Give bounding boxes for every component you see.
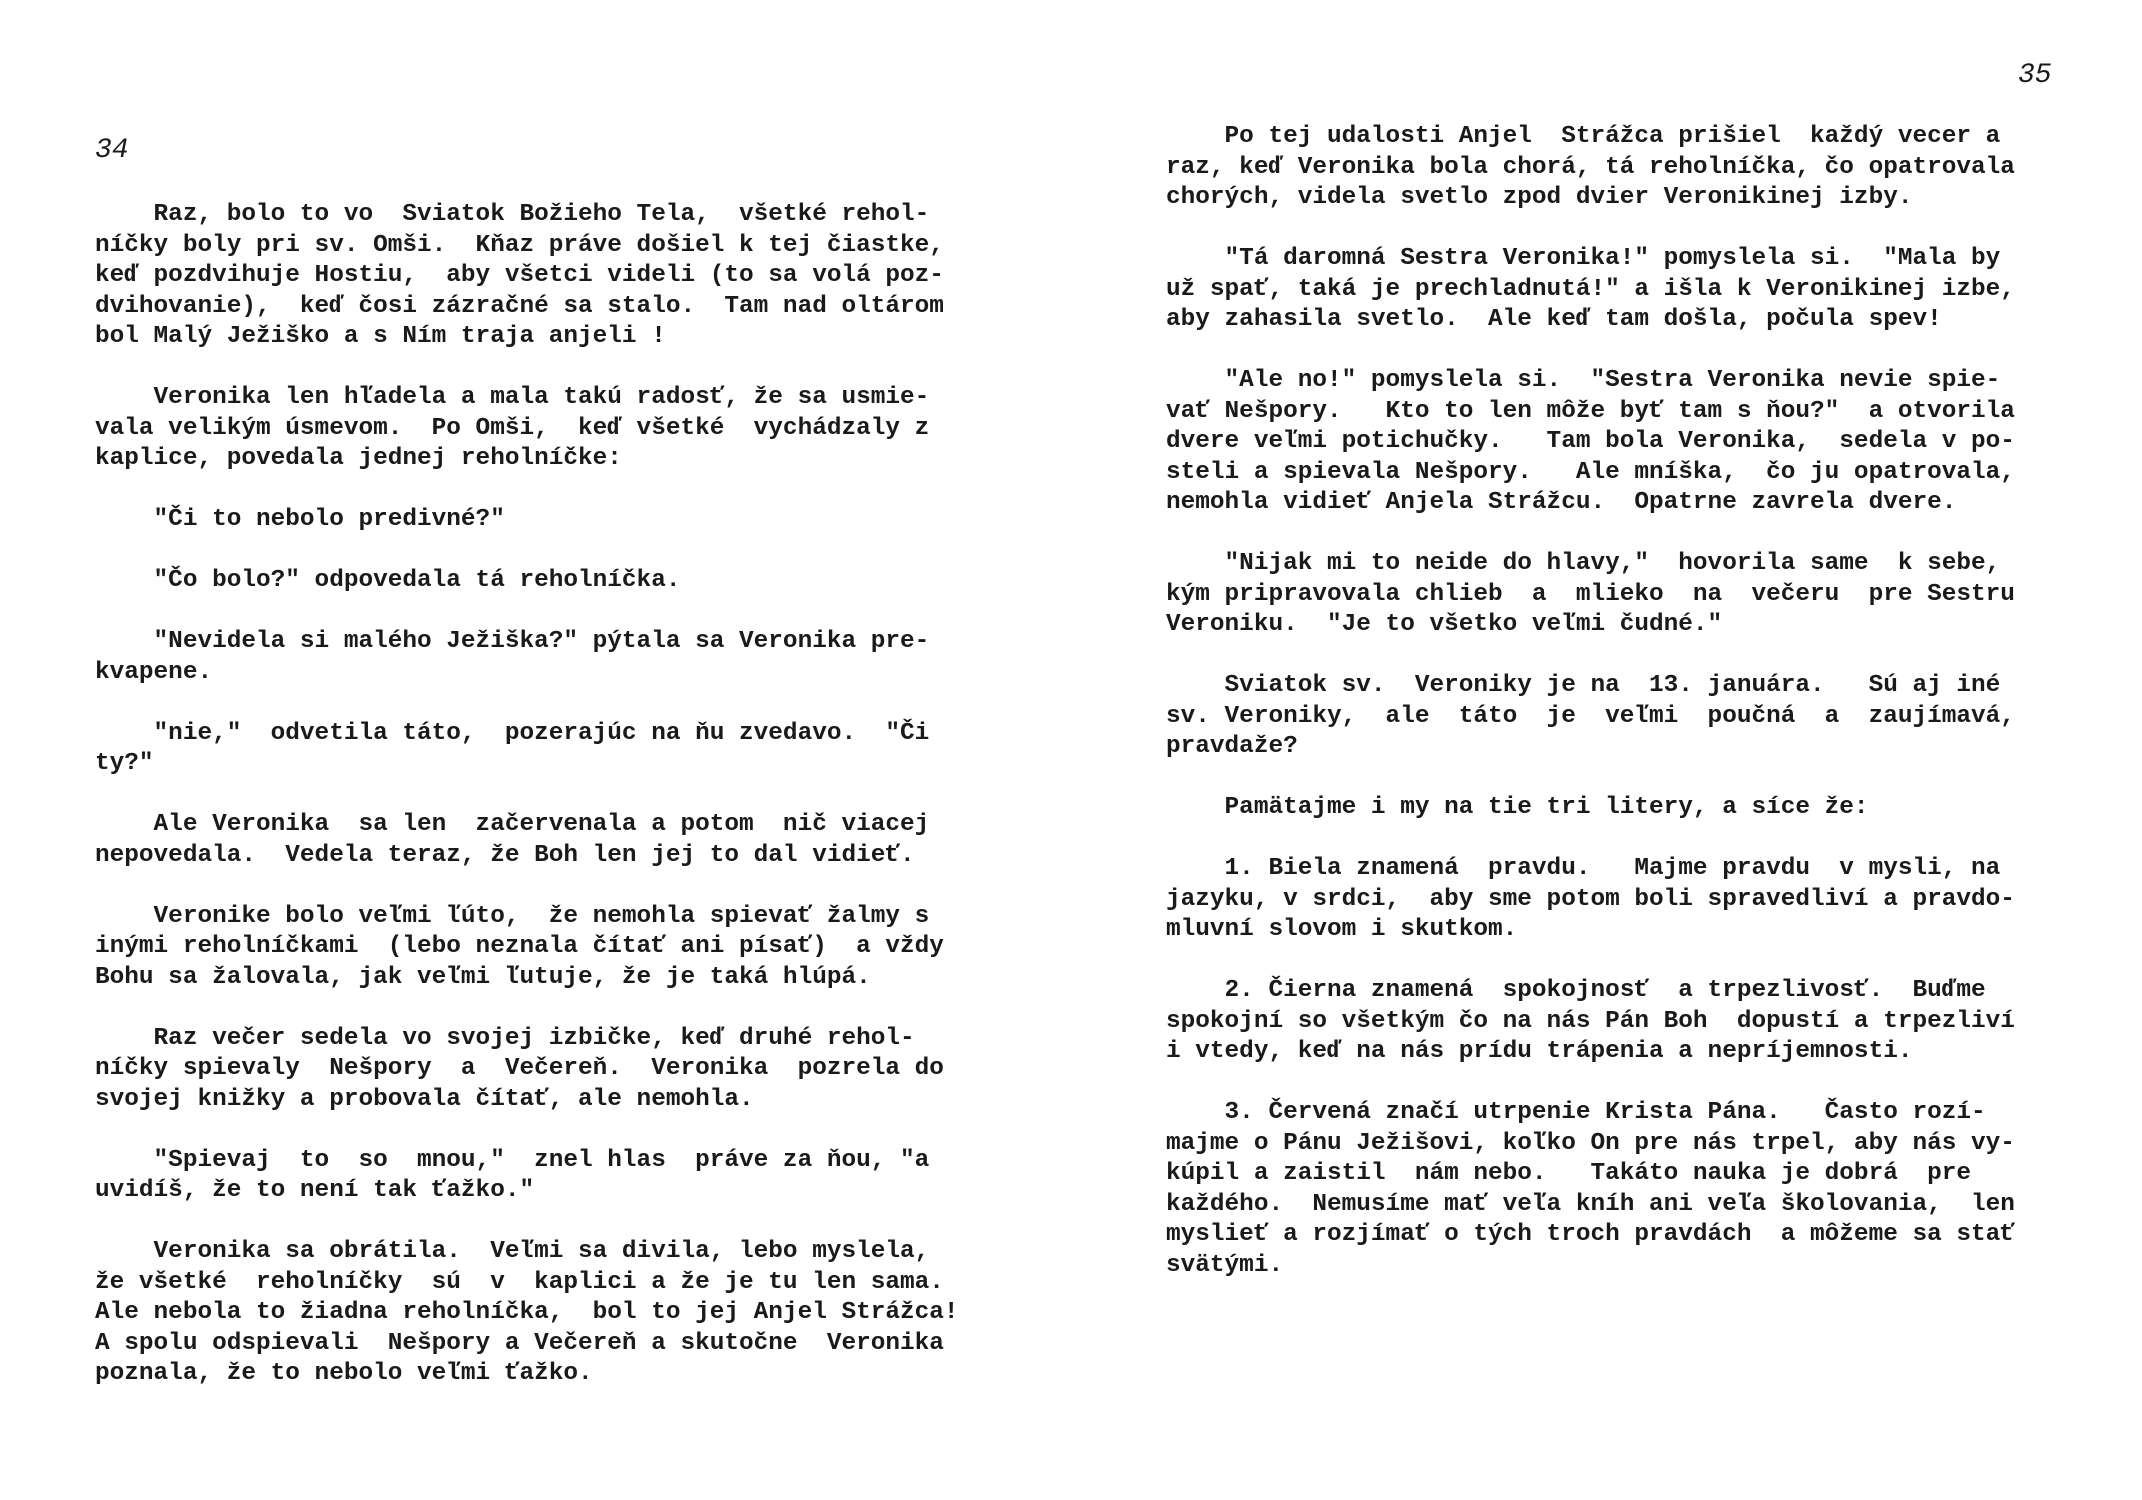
text-line: spokojní so všetkým čo na nás Pán Boh dopustí a trpezliví <box>1166 1007 2015 1035</box>
text-line: dvihovanie), keď čosi zázračné sa stalo. Tam nad oltárom <box>95 292 944 320</box>
text-line: pravdaže? <box>1166 733 1298 760</box>
text-line: "Tá daromná Sestra Veronika!" pomyslela si. "Mala by <box>1166 245 2001 272</box>
page-number: 35 <box>2018 60 2052 91</box>
text-line: už spať, taká je prechladnutá!" a išla k Veronikinej izbe, <box>1166 275 2015 303</box>
text-line: i vtedy, keď na nás prídu trápenia a nepríjemnosti. <box>1166 1038 1913 1065</box>
text-line: uvidíš, že to není tak ťažko." <box>95 1177 535 1204</box>
text-line: inými reholníčkami (lebo neznala čítať ani písať) a vždy <box>95 933 944 960</box>
text-line: majme o Pánu Ježišovi, koľko On pre nás trpel, aby nás vy- <box>1166 1129 2015 1157</box>
text-line: Po tej udalosti Anjel Strážca prišiel každý vecer a <box>1166 123 2001 150</box>
text-line: myslieť a rozjímať o tých troch pravdách a môžeme sa stať <box>1166 1221 2015 1248</box>
text-line: keď pozdvihuje Hostiu, aby všetci videli (to sa volá poz- <box>95 262 944 289</box>
text-line: vala velikým úsmevom. Po Omši, keď všetké vychádzaly z <box>95 414 930 442</box>
text-line: "Nijak mi to neide do hlavy," hovorila same k sebe, <box>1166 550 2001 577</box>
text-line: svätými. <box>1166 1251 1284 1279</box>
paragraph <box>95 1024 959 1116</box>
text-line: níčky boly pri sv. Omši. Kňaz práve došiel k tej čiastke, <box>95 231 944 259</box>
text-line: sv. Veroniky, ale táto je veľmi poučná a zaujímavá, <box>1166 702 2015 730</box>
text-line: kým pripravovala chlieb a mlieko na večeru pre Sestru <box>1166 580 2015 608</box>
text-line: "Či to nebolo predivné?" <box>95 506 505 533</box>
text-line: každého. Nemusíme mať veľa kníh ani veľa školovania, len <box>1166 1190 2015 1218</box>
text-line: poznala, že to nebolo veľmi ťažko. <box>95 1360 593 1387</box>
text-line: bol Malý Ježiško a s Ním traja anjeli ! <box>95 323 666 350</box>
text-line: Sviatok sv. Veroniky je na 13. januára. Sú aj iné <box>1166 672 2001 699</box>
text-line: Raz, bolo to vo Sviatok Božieho Tela, všetké rehol- <box>95 201 930 228</box>
text-line: jazyku, v srdci, aby sme potom boli spravedliví a pravdo- <box>1166 885 2015 913</box>
paragraph <box>1166 671 2015 763</box>
text-line: "nie," odvetila táto, pozerajúc na ňu zvedavo. "Či <box>95 719 930 747</box>
text-line: níčky spievaly Nešpory a Večereň. Veronika pozrela do <box>95 1055 944 1082</box>
text-line: "Ale no!" pomyslela si. "Sestra Veronika nevie spie- <box>1166 367 2001 394</box>
text-line: dvere veľmi potichučky. Tam bola Veronika, sedela v po- <box>1166 428 2015 455</box>
text-line: Pamätajme i my na tie tri litery, a síce že: <box>1166 794 1869 821</box>
text-line: 3. Červená značí utrpenie Krista Pána. Často rozí- <box>1166 1099 1986 1126</box>
text-line: aby zahasila svetlo. Ale keď tam došla, počula spev! <box>1166 306 1942 333</box>
paragraph <box>95 383 959 475</box>
text-line: nemohla vidieť Anjela Strážcu. Opatrne zavrela dvere. <box>1166 489 1957 516</box>
text-line: Bohu sa žalovala, jak veľmi ľutuje, že je taká hlúpá. <box>95 963 871 991</box>
text-line: mluvní slovom i skutkom. <box>1166 916 1518 943</box>
paragraph <box>95 505 959 536</box>
text-line: svojej knižky a probovala čítať, ale nemohla. <box>95 1085 754 1113</box>
text-line: Ale Veronika sa len začervenala a potom nič viacej <box>95 811 930 838</box>
paragraph <box>95 719 959 780</box>
text-line: chorých, videla svetlo zpod dvier Veronikinej izby. <box>1166 184 1913 211</box>
text-line: ty?" <box>95 750 154 777</box>
text-line: 1. Biela znamená pravdu. Majme pravdu v mysli, na <box>1166 855 2001 882</box>
paragraph <box>95 810 959 871</box>
paragraph <box>95 902 959 994</box>
text-line: "Nevidela si malého Ježiška?" pýtala sa Veronika pre- <box>95 628 930 655</box>
text-line: Ale nebola to žiadna reholníčka, bol to jej Anjel Strážca! <box>95 1299 959 1326</box>
text-line: steli a spievala Nešpory. Ale mníška, čo ju opatrovala, <box>1166 458 2015 486</box>
text-line: raz, keď Veronika bola chorá, tá reholníčka, čo opatrovala <box>1166 153 2015 181</box>
text-line: A spolu odspievali Nešpory a Večereň a skutočne Veronika <box>95 1329 944 1357</box>
text-line: kaplice, povedala jednej reholníčke: <box>95 445 622 472</box>
text-line: 2. Čierna znamená spokojnosť a trpezlivosť. Buďme <box>1166 977 1986 1004</box>
paragraph <box>1166 793 2015 824</box>
paragraph <box>95 627 959 688</box>
paragraph <box>1166 549 2015 641</box>
paragraph <box>95 1146 959 1207</box>
text-line: kvapene. <box>95 658 213 686</box>
paragraph <box>95 566 959 597</box>
text-line: Veronika len hľadela a mala takú radosť, že sa usmie- <box>95 384 930 411</box>
text-line: "Spievaj to so mnou," znel hlas práve za ňou, "a <box>95 1146 930 1174</box>
text-line: Raz večer sedela vo svojej izbičke, keď druhé rehol- <box>95 1024 915 1052</box>
paragraph <box>1166 1098 2015 1281</box>
text-line: nepovedala. Vedela teraz, že Boh len jej to dal vidieť. <box>95 841 915 869</box>
text-line: Veronike bolo veľmi ľúto, že nemohla spievať žalmy s <box>95 902 930 930</box>
paragraph <box>1166 976 2015 1068</box>
page-body <box>1166 122 2015 1281</box>
text-line: Veronika sa obrátila. Veľmi sa divila, lebo myslela, <box>95 1238 930 1265</box>
text-line: "Čo bolo?" odpovedala tá reholníčka. <box>95 567 681 594</box>
paragraph <box>1166 244 2015 336</box>
right-page <box>1071 0 2142 1500</box>
page-number: 34 <box>95 135 129 166</box>
page-body <box>95 200 959 1390</box>
text-line: Veroniku. "Je to všetko veľmi čudné." <box>1166 611 1723 638</box>
paragraph <box>1166 854 2015 946</box>
text-line: vať Nešpory. Kto to len môže byť tam s ňou?" a otvorila <box>1166 397 2015 425</box>
paragraph <box>95 200 959 353</box>
text-line: že všetké reholníčky sú v kaplici a že je tu len sama. <box>95 1268 944 1296</box>
paragraph <box>95 1237 959 1390</box>
paragraph <box>1166 366 2015 519</box>
paragraph <box>1166 122 2015 214</box>
text-line: kúpil a zaistil nám nebo. Takáto nauka je dobrá pre <box>1166 1160 1972 1187</box>
